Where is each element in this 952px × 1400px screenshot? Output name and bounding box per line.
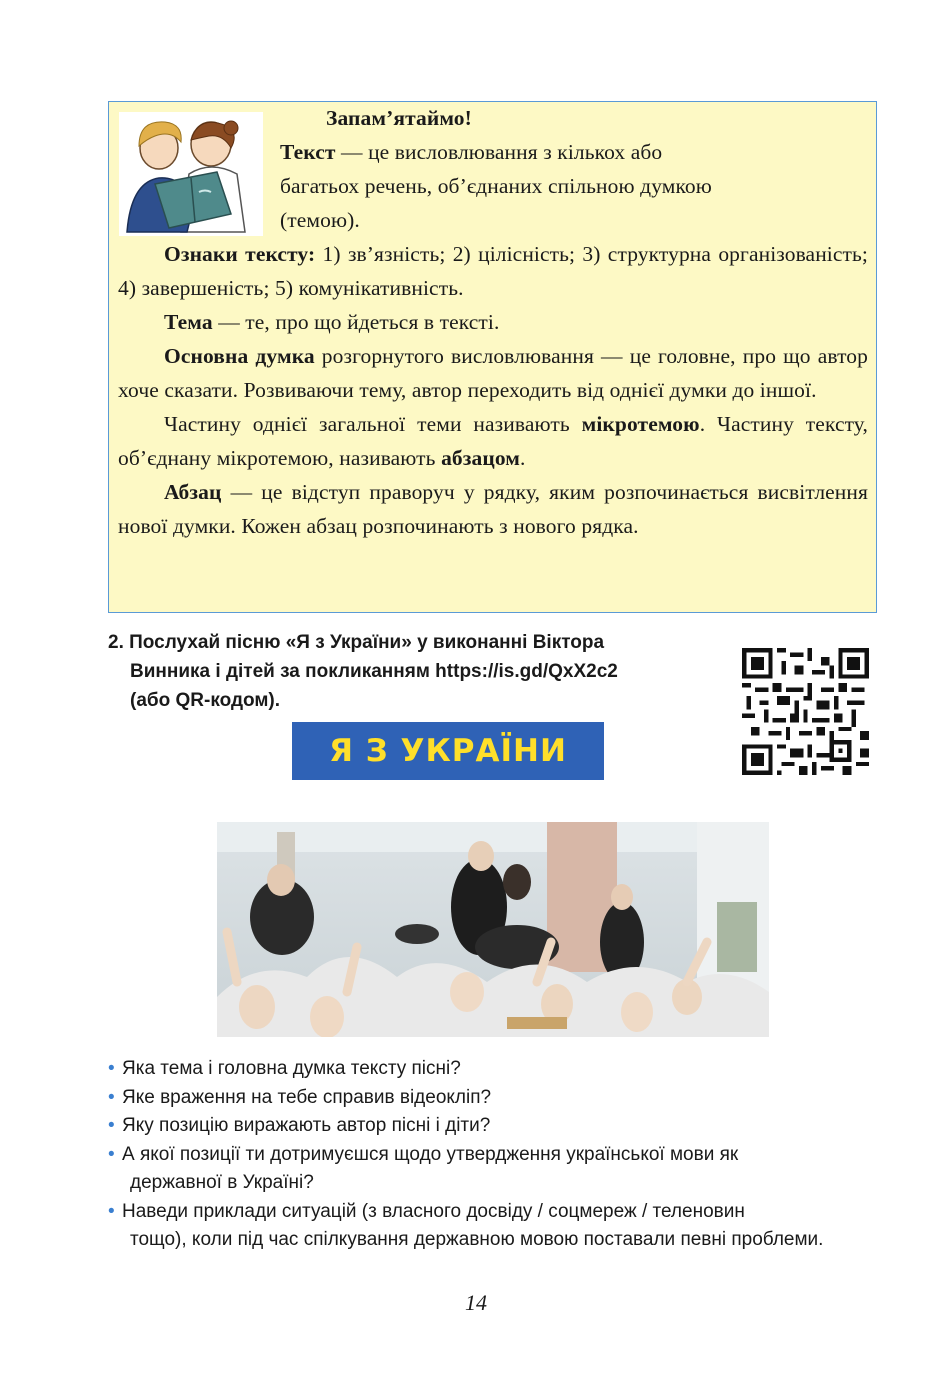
task-line-3: (або QR-кодом). (130, 690, 281, 711)
term-paragraph-inline: абзацом (441, 446, 521, 470)
term-main-idea: Основна думка (164, 344, 315, 368)
bullet-icon: • (108, 1115, 115, 1136)
qr-code[interactable] (742, 648, 869, 775)
concert-photo (217, 822, 769, 1037)
question-item: • А якої позиції ти дотримуєшся щодо утвердження української мови як державної в Україні? (108, 1141, 868, 1198)
term-paragraph: Абзац (164, 480, 222, 504)
song-title-banner (292, 722, 604, 780)
microtheme-definition: Частину однієї загальної теми називають мікротемою. Частину тексту, об’єднану мікротемою, називають абзацом. (118, 412, 868, 470)
text-definition-line-3: (темою). (280, 208, 360, 232)
task-line-1: 2. Послухай пісню «Я з України» у виконанні Віктора (108, 632, 605, 653)
main-idea-definition: Основна думка розгорнутого висловлювання — це головне, про що автор хоче сказати. Розвиваючи тему, автор переходить від однієї думки до іншої. (118, 344, 868, 402)
text-definition-line-2: багатьох речень, об’єднаних спільною думкою (280, 174, 712, 198)
term-text: Текст (280, 140, 336, 164)
page-number: 14 (465, 1290, 487, 1315)
term-features: Ознаки тексту: (164, 242, 316, 266)
question-item: • Яке враження на тебе справив відеокліп? (108, 1084, 868, 1113)
song-title-text: Я З УКРАЇНИ (329, 733, 567, 769)
question-item: • Наведи приклади ситуацій (з власного досвіду / соцмереж / теленовин тощо), коли під час спілкування державною мовою поставали певні проблеми. (108, 1198, 868, 1255)
bullet-icon: • (108, 1086, 115, 1108)
question-item: • Яку позицію виражають автор пісні і діти? (108, 1112, 868, 1141)
text-definition-line-1: Текст — це висловлювання з кількох або (280, 140, 663, 164)
memo-heading: Запам’ятаймо! (326, 106, 472, 130)
term-microtheme: мікротемою (581, 412, 700, 436)
question-item: • Яка тема і головна думка тексту пісні? (108, 1055, 868, 1084)
term-theme: Тема (164, 310, 213, 334)
task-2 (108, 628, 728, 715)
task-line-2: Винника і дітей за покликанням https://is.gd/QxX2c2 (130, 661, 618, 682)
questions-list (108, 1055, 868, 1255)
bullet-icon: • (108, 1143, 115, 1165)
theme-definition: Тема — те, про що йдеться в тексті. (164, 310, 500, 334)
memo-text (118, 101, 868, 543)
bullet-icon: • (108, 1058, 115, 1079)
text-features: Ознаки тексту: 1) зв’язність; 2) цілісність; 3) структурна організованість; 4) завершеність; 5) комунікативність. (118, 242, 868, 300)
bullet-icon: • (108, 1200, 115, 1222)
paragraph-definition: Абзац — це відступ праворуч у рядку, яким розпочинається висвітлення нової думки. Кожен абзац розпочинають з нового рядка. (118, 480, 868, 538)
